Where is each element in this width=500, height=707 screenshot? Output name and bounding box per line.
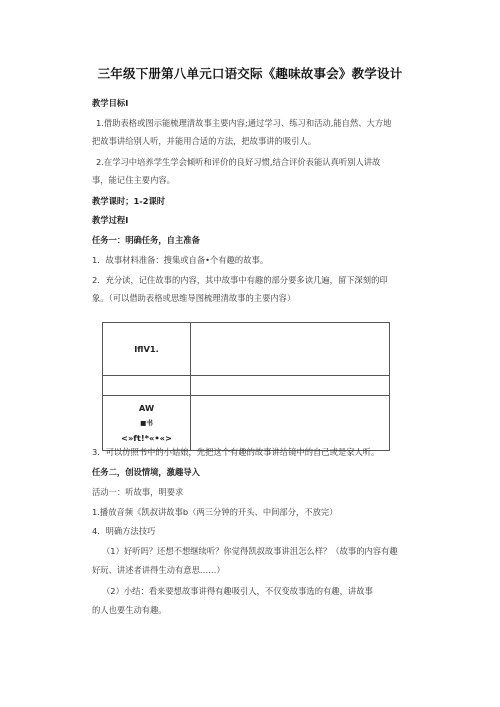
question-2-line-1: （2）小结：看来要想故事讲得有趣吸引人，不仅变故事选的有趣，讲故事 (102, 586, 373, 596)
table-spacer-label (103, 376, 191, 396)
table-cell-empty (191, 376, 390, 396)
goal-1-line-2: 把故事讲给别人听，并能用合适的方法，把故事讲的吸引人。 (92, 136, 317, 146)
activity-item-4: 4．明确方法技巧 (92, 526, 156, 536)
table-row (103, 396, 390, 451)
table-cell-empty (191, 323, 390, 376)
goal-2-line-1: 2.在学习中培养学生学会倾听和评价的良好习惯,结合评价表能认真听别人讲故 (96, 157, 381, 167)
task-1-item-2-line-1: 2．充分读，记住故事的内容，其中故事中有趣的部分要多读几遍，留下深刻的印 (92, 275, 388, 285)
table-row-2-label-b: ■书 (140, 418, 153, 427)
task-1-item-1: 1．故事材料准备：搜集或自备•个有趣的故事。 (92, 255, 269, 265)
task-1-heading: 任务一：明确任务，自主准备 (92, 235, 200, 245)
task-1-item-2-line-2: 象。（可以借助表格或思维导图梳理清故事的主要内容） (92, 293, 296, 303)
table-row-1-label (103, 323, 191, 376)
goals-heading: 教学目标I (92, 98, 129, 108)
activity-1: 活动一：听故事，明要求 (92, 487, 184, 497)
task-1-item-3: 3．可以仿照书中的小姑娘，先把这个有趣的故事讲给镜中的自己或是家人听。 (92, 447, 380, 457)
class-hours: 教学课时；1-2课时 (92, 196, 166, 206)
question-2-line-2: 的人也要生动有趣。 (92, 605, 167, 615)
table-row-1-label-text: IflV1. (134, 343, 159, 354)
table-row-2-label-a: AW (138, 402, 155, 413)
table-row (103, 376, 390, 396)
question-1-line-2: 好玩、讲述者讲得生动有意思……） (92, 565, 225, 575)
activity-item-1: 1.播放音频《凯叔讲故事b（两三分钟的开头、中间部分，不放完） (92, 507, 338, 517)
document-title: 三年级下册第八单元口语交际《趣味故事会》教学设计 (97, 66, 403, 81)
goal-1-line-1: 1.借助表格或图示能梳理清故事主要内容;通过学习、练习和活动,能自然、大方地 (96, 118, 392, 128)
goal-2-line-2: 事，能记住主要内容。 (92, 175, 175, 185)
table-row-2-label-c: <»ft!*«•«> (121, 432, 172, 443)
table-cell-empty (191, 396, 390, 451)
process-heading: 教学过程I (92, 215, 129, 225)
task-2-heading: 任务二，创设情境，激趣导入 (92, 467, 200, 477)
table-row (103, 323, 390, 376)
story-planning-table (102, 322, 390, 451)
question-1-line-1: （1）好听吗？还想不想继续听？你觉得凯叔故事讲沮怎么样？（故事的内容有趣 (102, 546, 398, 556)
table-row-2-label (103, 396, 191, 451)
